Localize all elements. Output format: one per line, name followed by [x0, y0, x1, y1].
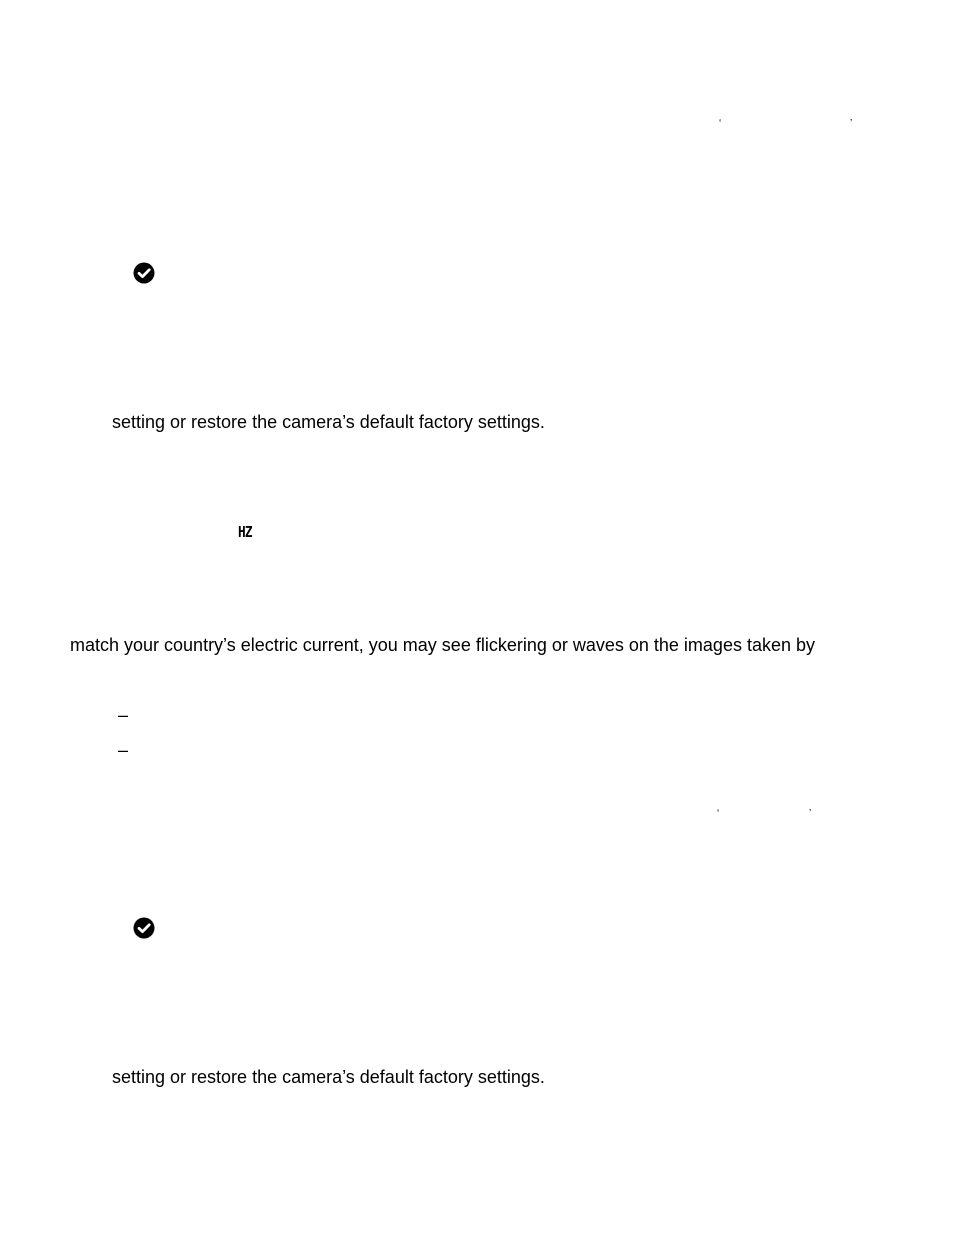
setting-restore-text-1: setting or restore the camera’s default factory settings.	[112, 412, 545, 432]
option-dash-2: –	[118, 740, 129, 760]
open-quote-1: ‘	[719, 118, 722, 129]
setting-restore-text-2: setting or restore the camera’s default factory settings.	[112, 1067, 545, 1087]
option-dash-1: –	[118, 705, 129, 725]
close-quote-1: ’	[850, 118, 853, 129]
close-quote-2: ’	[809, 808, 812, 819]
check-circle-icon	[133, 262, 155, 284]
frequency-match-text: match your country’s electric current, you may see flickering or waves on the images taken by	[70, 635, 815, 655]
open-quote-2: ‘	[717, 808, 720, 819]
hz-icon: HZ	[238, 523, 252, 541]
check-circle-icon	[133, 917, 155, 939]
